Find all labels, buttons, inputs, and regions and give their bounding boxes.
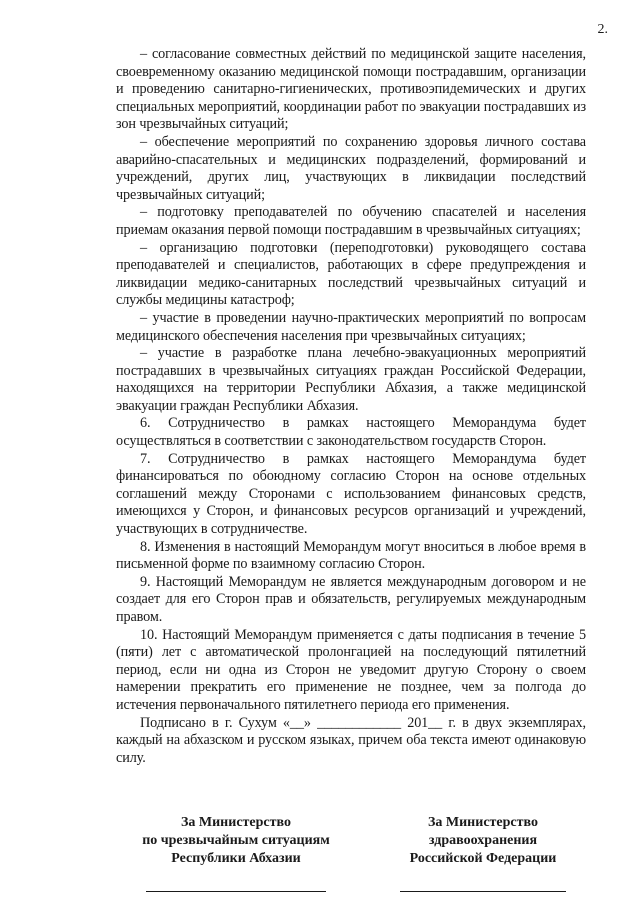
signing-statement: Подписано в г. Сухум «__» ____________ 201__ г. в двух экземплярах, каждый на абхазском и русском языках, причем оба текста имеют одинаковую силу.	[116, 714, 586, 766]
paragraph-1: – согласование совместных действий по медицинской защите населения, своевременному оказанию медицинской помощи пострадавшим, организации и проведению санитарно-гигиенических, противоэпидемических и других специальных мероприятий, координации работ по эвакуации пострадавших из зон чрезвычайных ситуаций;	[116, 46, 586, 133]
paragraph-2: – обеспечение мероприятий по сохранению здоровья личного состава аварийно-спасательных и медицинских подразделений, формирований и учреждений, других лиц, участвующих в ликвидации последствий чрезвычайных ситуаций;	[116, 133, 586, 203]
signature-line-left	[146, 890, 326, 892]
clause-9: 9. Настоящий Меморандум не является международным договором и не создает для его Сторон прав и обязательств, регулируемых международным правом.	[116, 573, 586, 625]
signature-left-line1: За Министерство	[181, 815, 291, 830]
clause-10: 10. Настоящий Меморандум применяется с даты подписания в течение 5 (пяти) лет с автоматической пролонгацией на последующий пятилетний период, если ни одна из Сторон не уведомит другую Сторону о своем намерении прекратить его применение не позднее, чем за полгода до истечения первоначального пятилетнего периода его применения.	[116, 626, 586, 713]
paragraph-3: – подготовку преподавателей по обучению спасателей и населения приемам оказания первой помощи пострадавшим в чрезвычайных ситуациях;	[116, 204, 586, 238]
clause-6: 6. Сотрудничество в рамках настоящего Меморандума будет осуществляться в соответствии с законодательством государств Сторон.	[116, 415, 586, 450]
paragraph-6: – участие в разработке плана лечебно-эвакуационных мероприятий пострадавших в чрезвычайных ситуациях граждан Российской Федерации, находящихся на территории Республики Абхазия, а также медицинской эвакуации граждан Республики Абхазия.	[116, 345, 586, 414]
page-number: 2.	[597, 22, 608, 37]
signature-right-line2: здравоохранения	[428, 833, 538, 848]
document-body	[116, 46, 586, 767]
signature-block-russia	[378, 814, 588, 892]
signature-right-line1: За Министерство	[428, 815, 538, 830]
signature-line-right	[400, 890, 566, 892]
clause-8: 8. Изменения в настоящий Меморандум могут вноситься в любое время в письменной форме по взаимному согласию Сторон.	[116, 538, 586, 573]
signature-left-line2: по чрезвычайным ситуациям	[142, 833, 330, 848]
signature-left-line3: Республики Абхазии	[171, 851, 301, 866]
paragraph-5: – участие в проведении научно-практических мероприятий по вопросам медицинского обеспечения населения при чрезвычайных ситуациях;	[116, 309, 586, 344]
signature-right-line3: Российской Федерации	[409, 851, 557, 866]
signature-block-abkhazia	[126, 814, 346, 892]
paragraph-4: – организацию подготовки (переподготовки) руководящего состава преподавателей и специалистов, работающих в сфере предупреждения и ликвидации медико-санитарных последствий чрезвычайных ситуаций и службы медицины катастроф;	[116, 239, 586, 309]
clause-7: 7. Сотрудничество в рамках настоящего Меморандума будет финансироваться по обоюдному согласию Сторон на основе отдельных соглашений между Сторонами с использованием финансовых средств, имеющихся у Сторон, и финансовых ресурсов организаций и учреждений, участвующих в сотрудничестве.	[116, 450, 586, 538]
